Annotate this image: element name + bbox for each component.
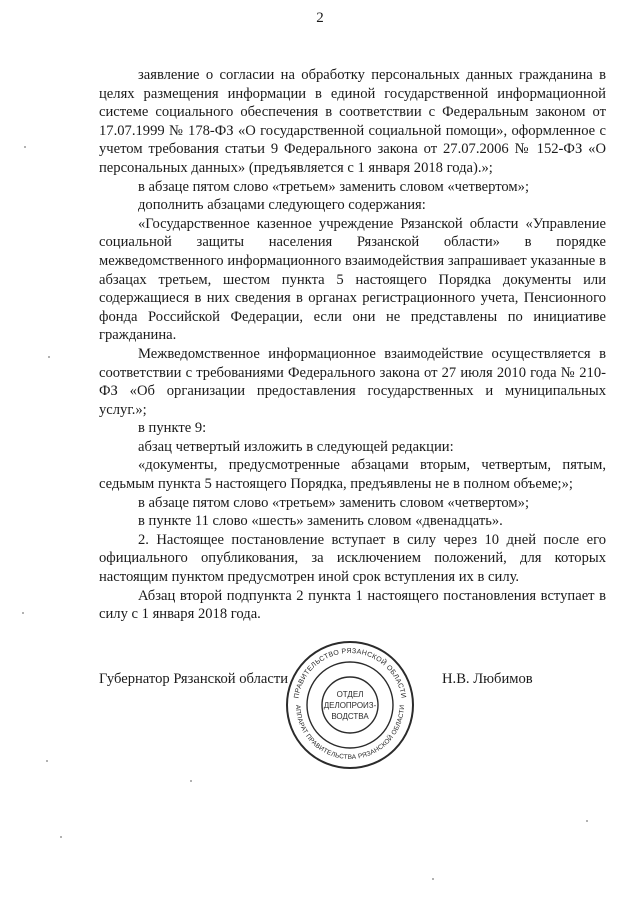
paragraph-clause-9: в пункте 9: <box>138 420 207 437</box>
seal-center-line-1: ОТДЕЛ <box>336 690 364 699</box>
paragraph-replace-word-2: в абзаце пятом слово «третьем» заменить словом «четвертом»; <box>138 494 530 511</box>
paragraph-interagency: Межведомственное информационное взаимодействие осуществляется в соответствии с требованиями Федерального закона от 27 июля 2010 года № 210-ФЗ «Об организации предоставления государственных и муниципальных услуг.»; <box>99 345 606 418</box>
paragraph-2018-effective: Абзац второй подпункта 2 пункта 1 настоящего постановления вступает в силу с 1 января 2018 года. <box>99 587 606 623</box>
paragraph-add-paragraphs: дополнить абзацами следующего содержания: <box>138 197 426 214</box>
seal-bottom-ring-text: АППАРАТ ПРАВИТЕЛЬСТВА РЯЗАНСКОЙ ОБЛАСТИ <box>293 704 407 762</box>
scan-speck <box>46 760 48 762</box>
paragraph-consent-statement: заявление о согласии на обработку персональных данных гражданина в целях размещения информации в единой государственной информационной системе социального обеспечения в соответствии с Федеральным законом от 17.07.1999 № 178-ФЗ «О государственной социальной помощи», оформленное с учетом требования статьи 9 Федерального закона от 27.07.2006 № 152-ФЗ «О персональных данных» (предъявляется с 1 января 2018 года).»; <box>99 67 606 176</box>
document-body <box>99 66 606 624</box>
signatory-title: Губернатор Рязанской области <box>99 671 289 687</box>
paragraph-effective-date: 2. Настоящее постановление вступает в силу через 10 дней после его официального опубликования, за исключением положений, для которых настоящим пунктом предусмотрен иной срок вступления их в силу. <box>99 531 606 586</box>
signatory-name: Н.В. Любимов <box>442 671 533 687</box>
page-number: 2 <box>316 10 324 26</box>
paragraph-replace-word-1: в абзаце пятом слово «третьем» заменить словом «четвертом»; <box>138 178 530 195</box>
official-seal <box>284 639 416 771</box>
scan-speck <box>48 356 50 358</box>
scan-speck <box>22 612 24 614</box>
seal-outer-ring-text: ПРАВИТЕЛЬСТВО РЯЗАНСКОЙ ОБЛАСТИ <box>293 647 407 699</box>
paragraph-state-institution: «Государственное казенное учреждение Рязанской области «Управление социальной защиты населения Рязанской области» в порядке межведомственного информационного взаимодействия запрашивает указанные в абзацах третьем, шестом пункта 5 настоящего Порядка документы или содержащиеся в них сведения в органах регистрационного учета, Пенсионного фонда Российской Федерации, если они не представлены по инициативе гражданина. <box>99 215 606 344</box>
scan-speck <box>60 836 62 838</box>
paragraph-fourth-abzac: абзац четвертый изложить в следующей редакции: <box>138 438 454 455</box>
paragraph-clause-11: в пункте 11 слово «шесть» заменить словом «двенадцать». <box>138 513 503 530</box>
scan-speck <box>24 146 26 148</box>
scan-speck <box>190 780 192 782</box>
seal-center-line-2: ДЕЛОПРОИЗ- <box>323 701 377 710</box>
seal-center-line-3: ВОДСТВА <box>331 712 369 721</box>
scan-speck <box>586 820 588 822</box>
scan-speck <box>432 878 434 880</box>
paragraph-documents: «документы, предусмотренные абзацами вторым, четвертым, пятым, седьмым пункта 5 настоящего Порядка, предъявлены не в полном объеме;»; <box>99 457 606 493</box>
